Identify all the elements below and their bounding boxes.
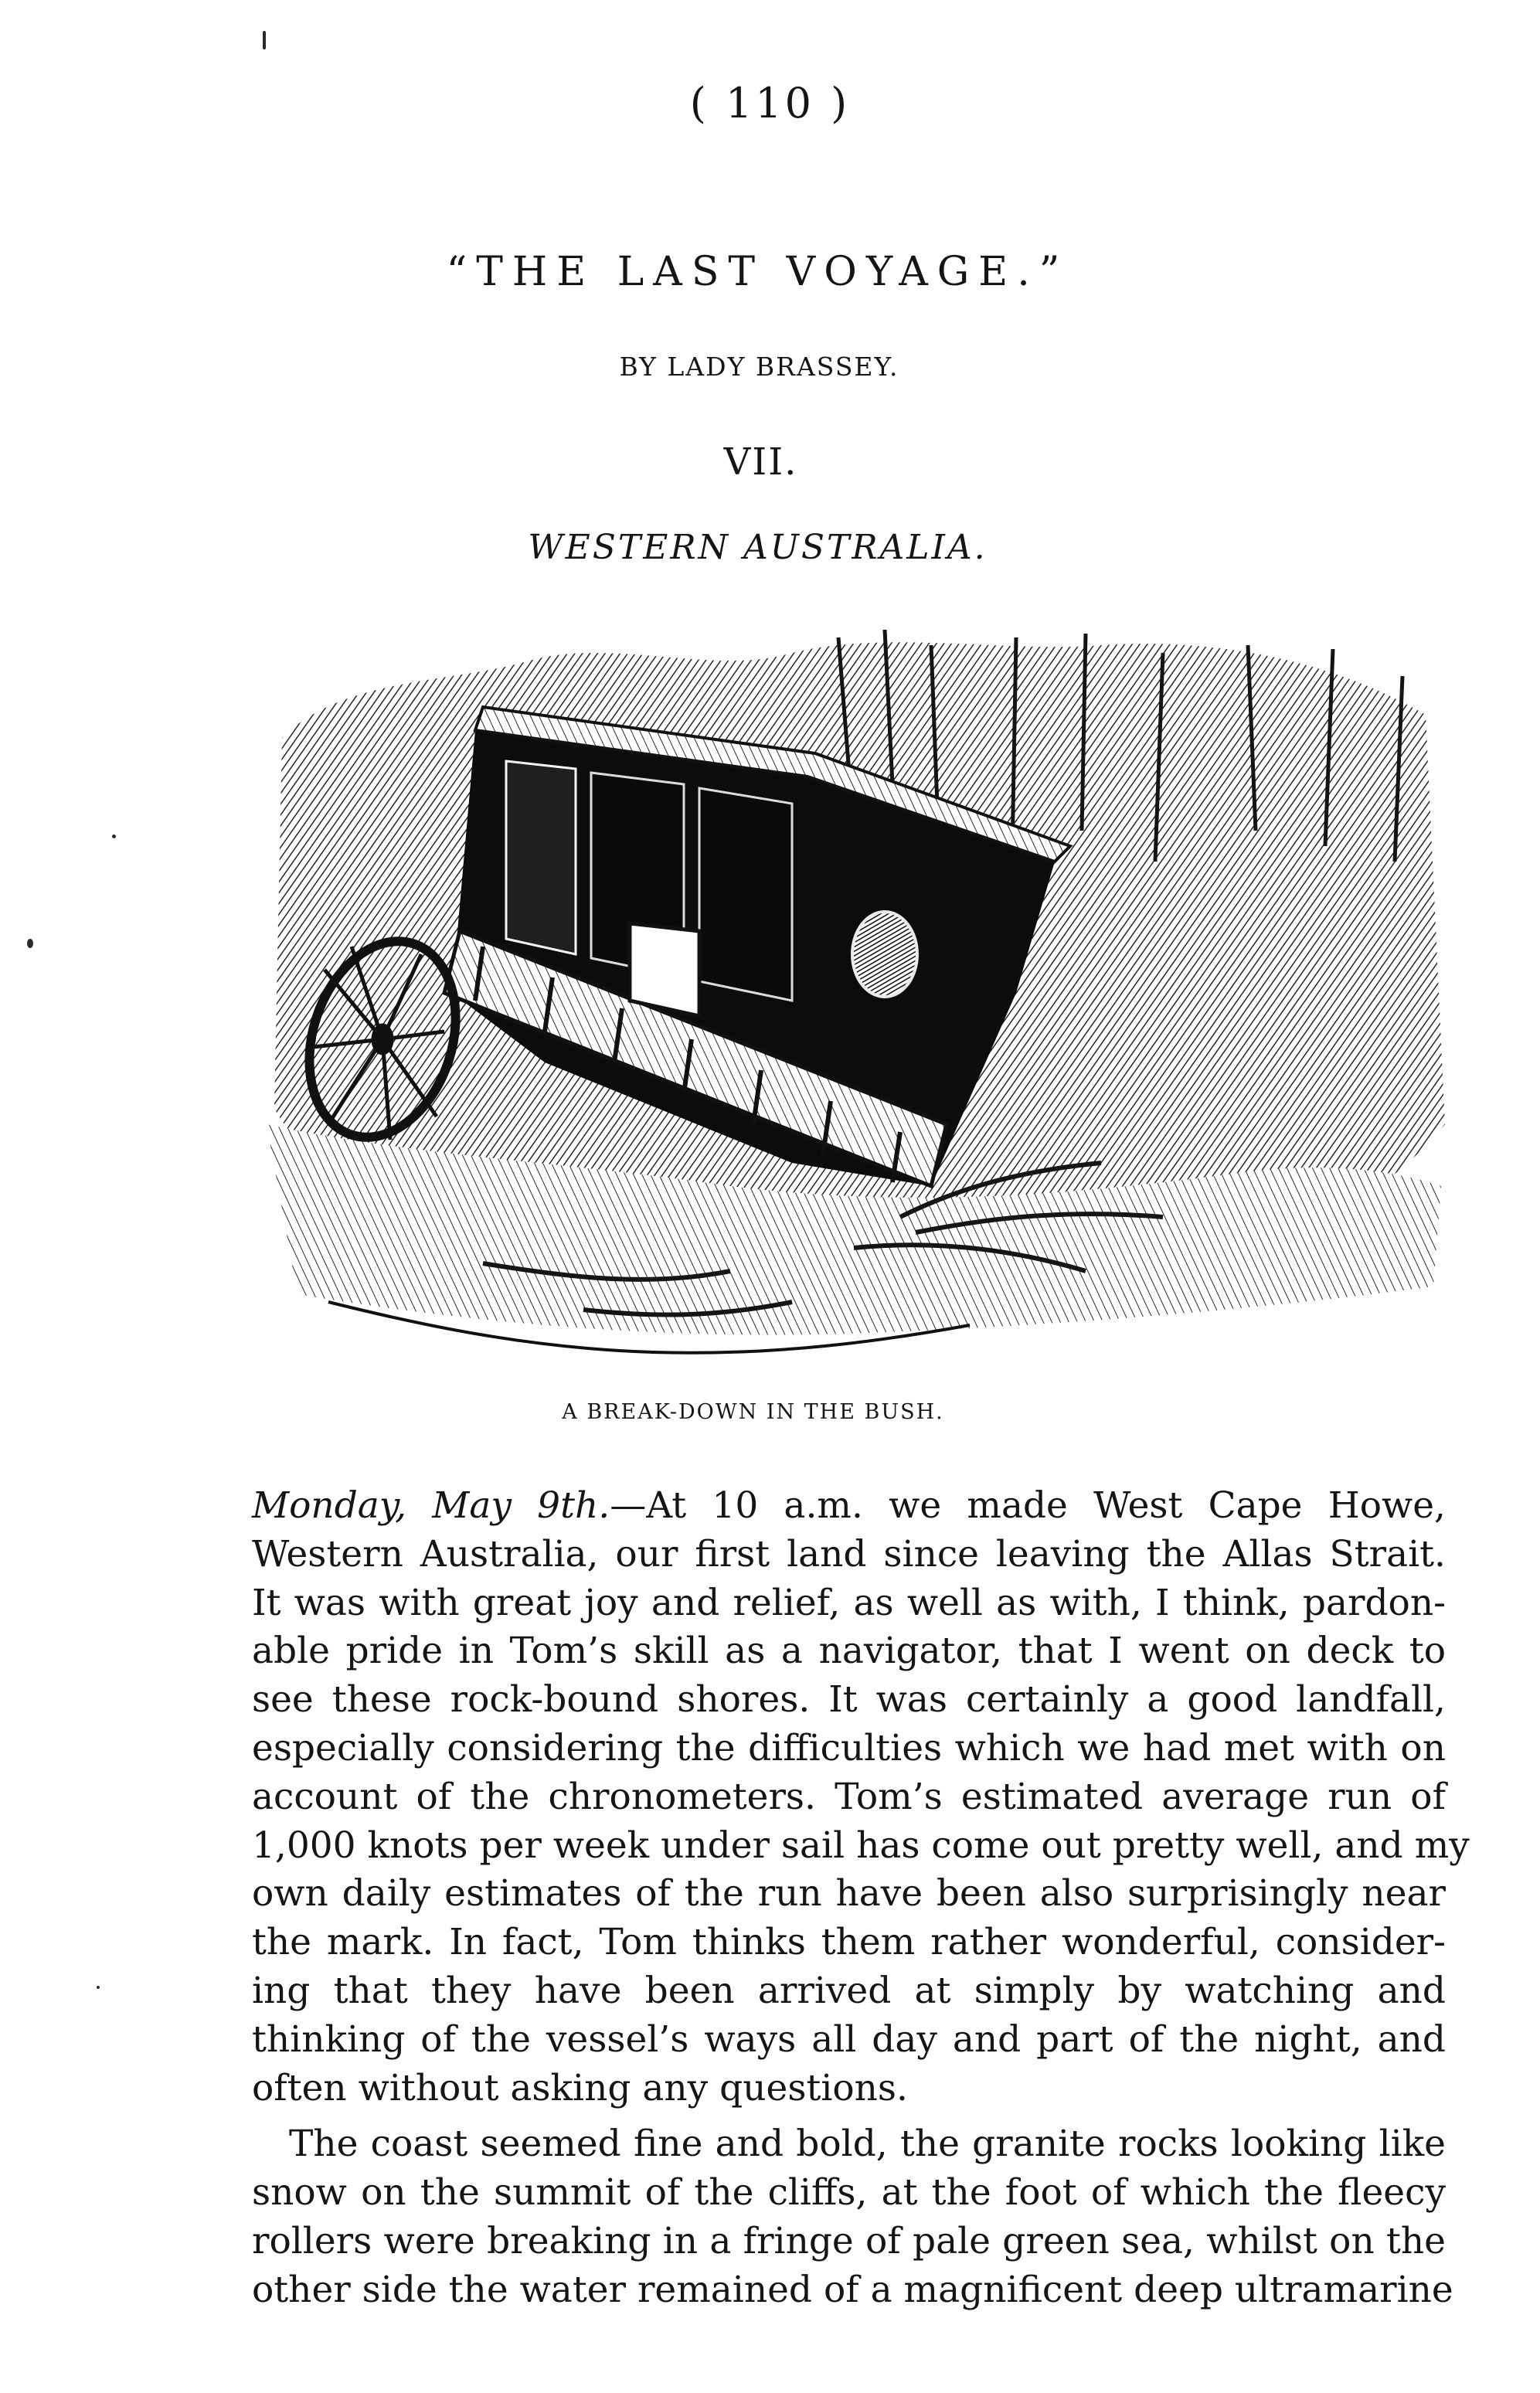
page-number: ( 110 ) [689,79,851,127]
text-line: rollers were breaking in a fringe of pale green sea, whilst on the [252,2219,1446,2262]
text-line: the mark. In fact, Tom thinks them rather wonderful, consider- [252,1921,1446,1964]
text-line: account of the chronometers. Tom’s estimated average run of [252,1775,1446,1818]
text-line: Western Australia, our first land since leaving the Allas Strait. [252,1532,1446,1576]
article-body [252,1482,1470,2315]
text-line: thinking of the vessel’s ways all day and part of the night, and [252,2017,1446,2061]
paragraph [252,2120,1453,2314]
part-number: VII. [723,440,798,484]
text-line: own daily estimates of the run have been also surprisingly near [252,1872,1446,1915]
text-line: ing that they have been arrived at simply by watching and [252,1969,1446,2012]
date-heading: Monday, May 9th. [252,1484,610,1527]
section-title: WESTERN AUSTRALIA. [528,528,988,567]
byline: BY LADY BRASSEY. [619,352,899,382]
text-line: 1,000 knots per week under sail has come out pretty well, and my [252,1824,1470,1867]
text-line-body: —At 10 a.m. we made West Cape Howe, [610,1484,1446,1527]
ink-speck [263,31,266,49]
text-line: other side the water remained of a magnificent deep ultramarine [252,2268,1453,2311]
illustration-caption: A BREAK-DOWN IN THE BUSH. [562,1400,944,1424]
text-line: able pride in Tom’s skill as a navigator, that I went on deck to [252,1630,1446,1673]
ink-speck [97,1986,100,1989]
carriage-engraving [251,630,1457,1372]
text-line: see these rock-bound shores. It was certainly a good landfall, [252,1678,1446,1722]
article-title: “THE LAST VOYAGE.” [446,249,1069,295]
text-line: often without asking any questions. [252,2066,908,2109]
text-line: snow on the summit of the cliffs, at the foot of which the fleecy [252,2171,1446,2215]
ink-speck [112,834,116,838]
ink-speck [27,939,33,948]
text-line: It was with great joy and relief, as well as with, I think, pardon- [252,1581,1446,1624]
text-line: especially considering the difficulties which we had met with on [252,1726,1446,1769]
text-line [252,1482,1446,1531]
paragraph-gap [252,2113,1446,2120]
text-line: The coast seemed fine and bold, the granite rocks looking like [289,2123,1446,2166]
paragraph [252,1482,1470,2113]
